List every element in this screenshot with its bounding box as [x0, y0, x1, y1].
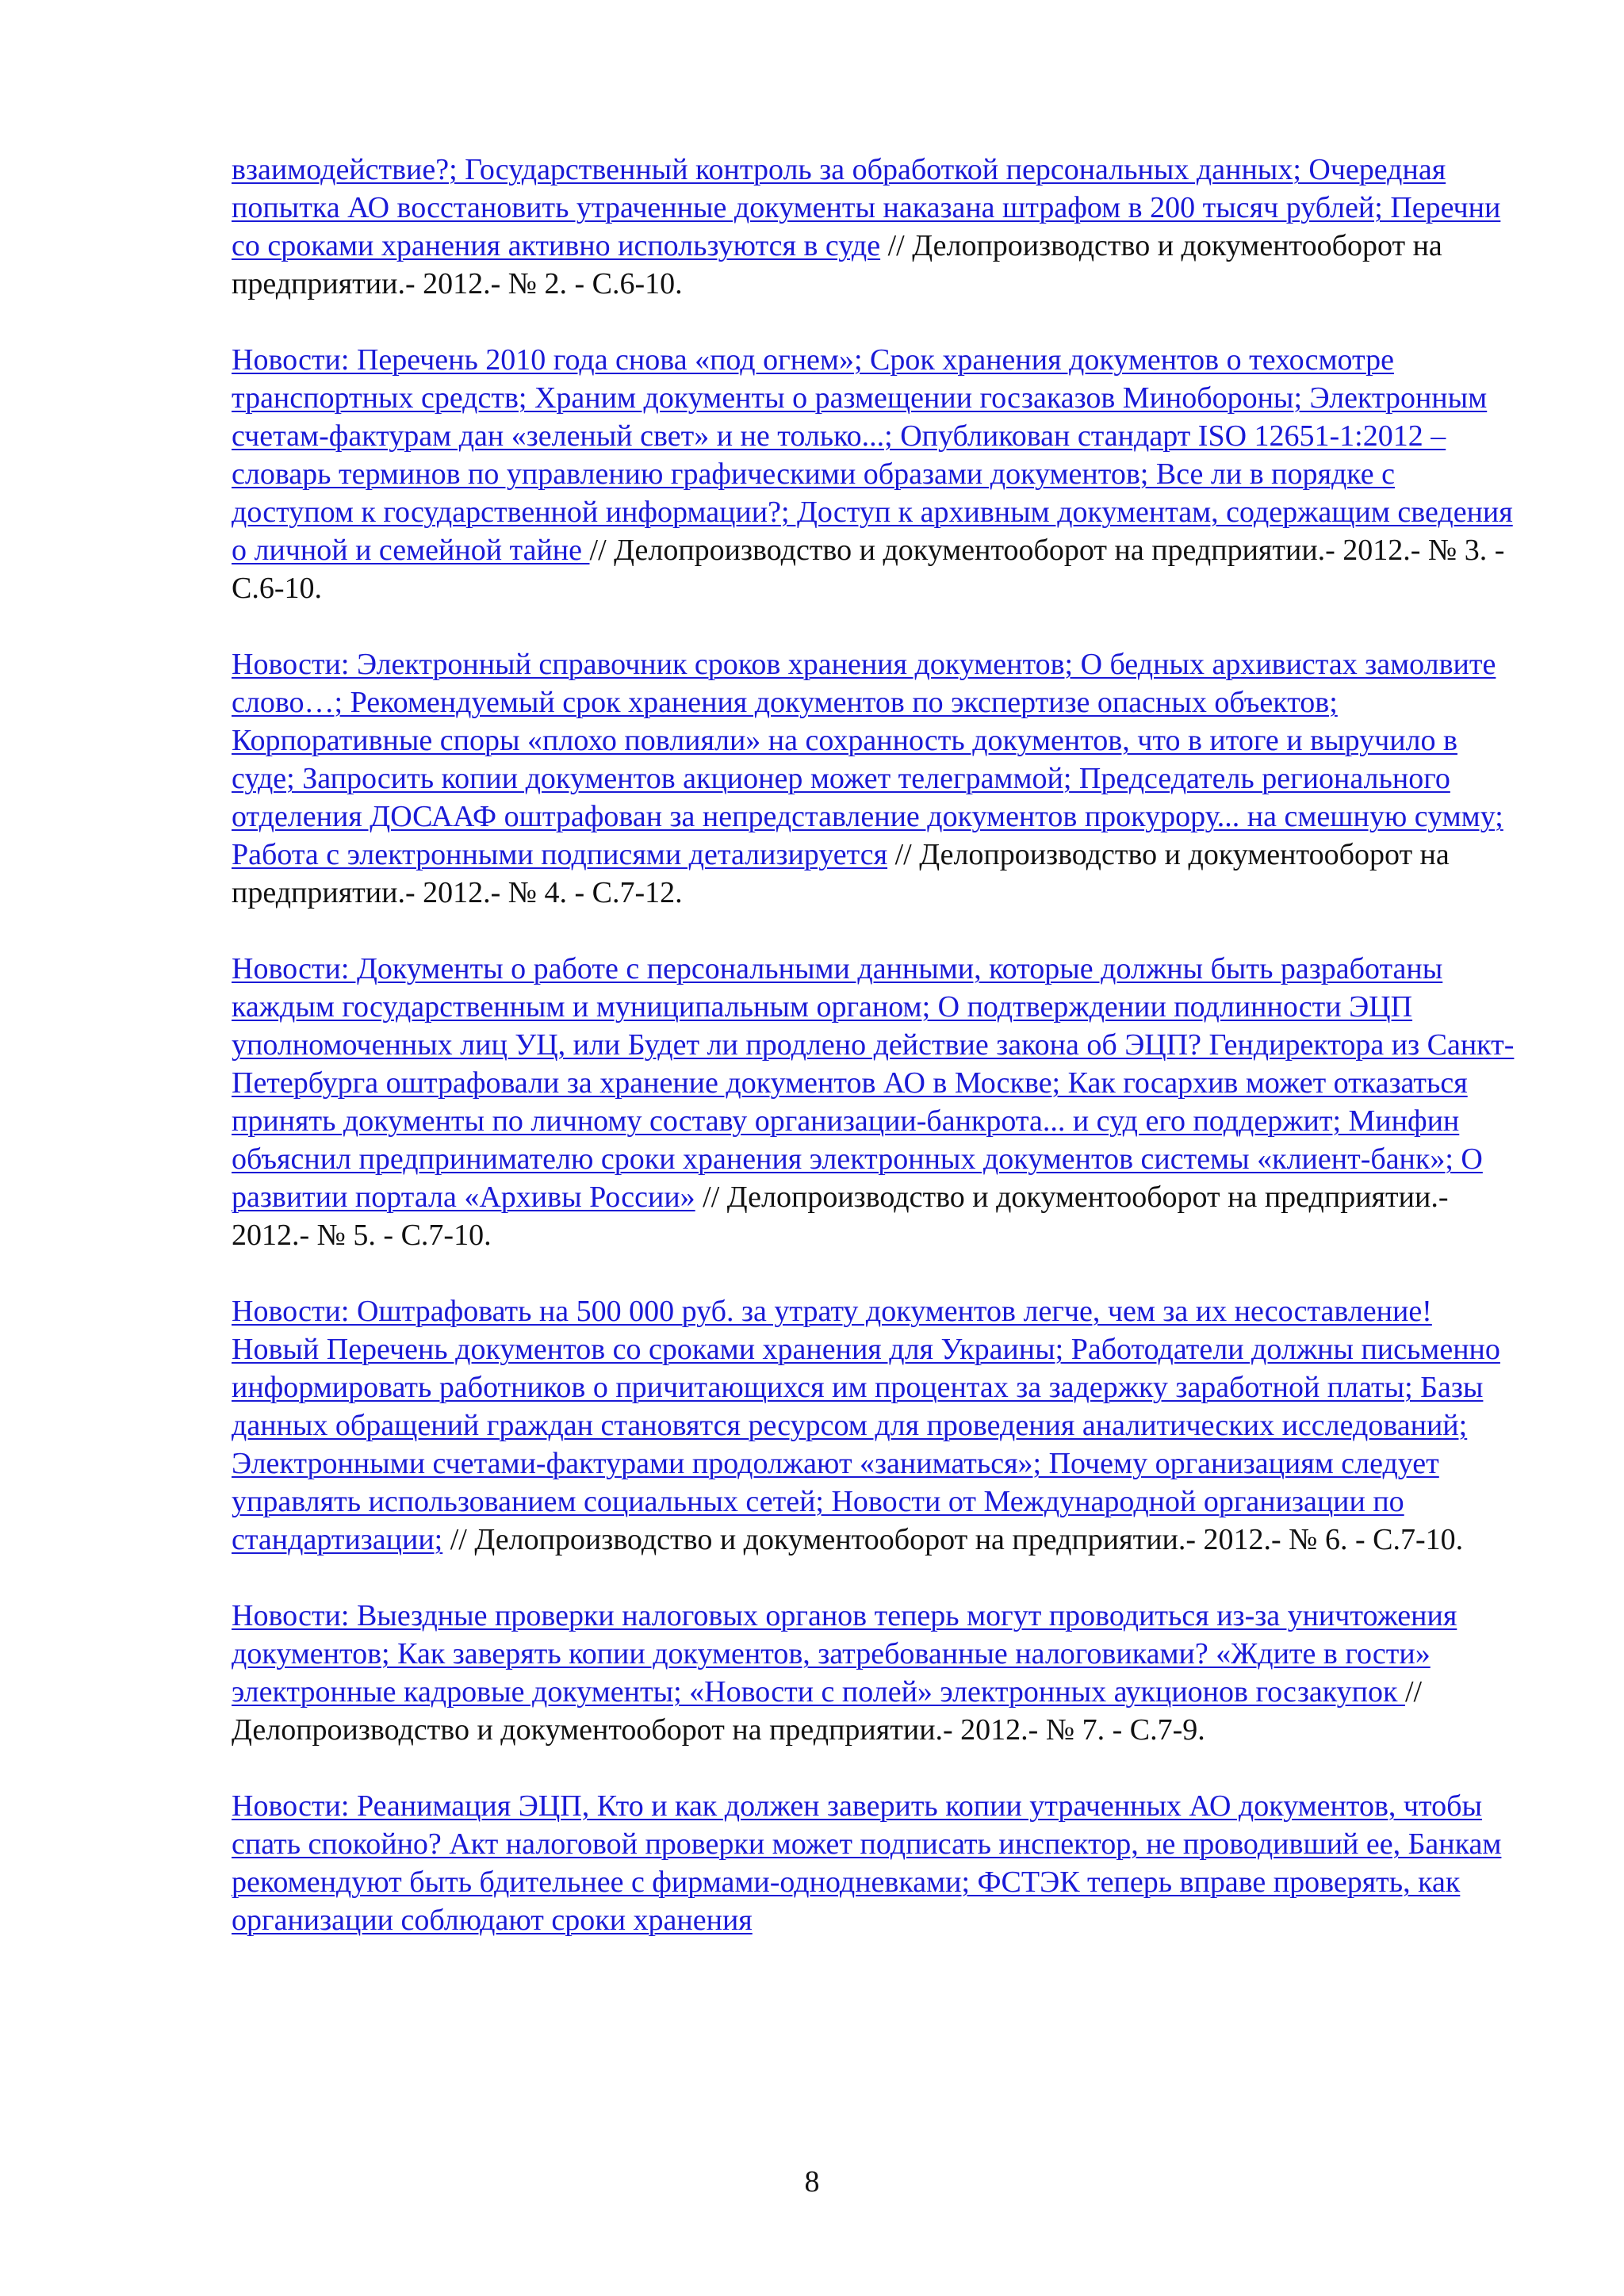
entry-link[interactable]: Новости: Реанимация ЭЦП, Кто и как должен заверить копии утраченных АО документов, чтобы спать спокойно? Акт налоговой проверки может подписать инспектор, не проводивший ее, Банкам рекомендуют быть бдительнее с фирмами-однодневками; ФСТЭК теперь вправе проверять, как организации соблюдают сроки хранения — [232, 1789, 1502, 1937]
entry-source: // Делопроизводство и документооборот на предприятии.- 2012.- № 6. - С.7-10. — [442, 1523, 1464, 1556]
entry-link[interactable]: взаимодействие?; Государственный контроль за обработкой персональных данных; Очередная попытка АО восстановить утраченные документы наказана штрафом в 200 тысяч рублей; Перечни со сроками хранения активно используются в суде — [232, 153, 1501, 262]
entry-source: // Делопроизводство и документооборот на предприятии.- 2012.- № 4. - С.7-12. — [232, 838, 1450, 909]
bibliography-entry — [232, 151, 1516, 303]
bibliography-entry — [232, 341, 1516, 607]
entry-link[interactable]: Новости: Документы о работе с персональными данными, которые должны быть разработаны каждым государственным и муниципальным органом; О подтверждении подлинности ЭЦП уполномоченных лиц УЦ, или Будет ли продлено действие закона об ЭЦП? Гендиректора из Санкт-Петербурга оштрафовали за хранение документов АО в Москве; Как госархив может отказаться принять документы по личному составу организации-банкрота... и суд его поддержит; Минфин объяснил предпринимателю сроки хранения электронных документов системы «клиент-банк»; О развитии портала «Архивы России» — [232, 952, 1515, 1214]
entry-source: // Делопроизводство и документооборот на предприятии.- 2012.- № 2. - С.6-10. — [232, 229, 1442, 300]
bibliography-entry — [232, 1787, 1516, 1939]
bibliography-entry — [232, 1597, 1516, 1749]
entry-source: // Делопроизводство и документооборот на предприятии.- 2012.- № 3. - С.6-10. — [232, 534, 1505, 605]
bibliography-entry — [232, 1292, 1516, 1559]
entry-link[interactable]: Новости: Оштрафовать на 500 000 руб. за утрату документов легче, чем за их несоставление! Новый Перечень документов со сроками хранения для Украины; Работодатели должны письменно информировать работников о причитающихся им процентах за задержку заработной платы; Базы данных обращений граждан становятся ресурсом для проведения аналитических исследований; Электронными счетами-фактурами продолжают «заниматься»; Почему организациям следует управлять использованием социальных сетей; Новости от Международной организации по стандартизации; — [232, 1295, 1500, 1556]
bibliography-entry — [232, 950, 1516, 1254]
entry-link[interactable]: Новости: Выездные проверки налоговых органов теперь могут проводиться из-за уничтожения документов; Как заверять копии документов, затребованные налоговиками? «Ждите в гости» электронные кадровые документы; «Новости с полей» электронных аукционов госзакупок — [232, 1599, 1457, 1709]
page-number: 8 — [804, 2165, 820, 2198]
entry-source: // Делопроизводство и документооборот на предприятии.- 2012.- № 5. - С.7-10. — [232, 1181, 1449, 1252]
entry-source: // Делопроизводство и документооборот на предприятии.- 2012.- № 7. - С.7-9. — [232, 1675, 1423, 1747]
document-page — [232, 151, 1516, 1977]
bibliography-entry — [232, 645, 1516, 912]
entry-link[interactable]: Новости: Перечень 2010 года снова «под огнем»; Срок хранения документов о техосмотре транспортных средств; Храним документы о размещении госзаказов Минобороны; Электронным счетам-фактурам дан «зеленый свет» и не только...; Опубликован стандарт ISO 12651-1:2012 – словарь терминов по управлению графическими образами документов; Все ли в порядке с доступом к государственной информации?; Доступ к архивным документам, содержащим сведения о личной и семейной тайне — [232, 343, 1513, 567]
entry-link[interactable]: Новости: Электронный справочник сроков хранения документов; О бедных архивистах замолвите слово…; Рекомендуемый срок хранения документов по экспертизе опасных объектов; Корпоративные споры «плохо повлияли» на сохранность документов, что в итоге и выручило в суде; Запросить копии документов акционер может телеграммой; Председатель регионального отделения ДОСААФ оштрафован за непредставление документов прокурору... на смешную сумму; Работа с электронными подписями детализируется — [232, 648, 1503, 871]
